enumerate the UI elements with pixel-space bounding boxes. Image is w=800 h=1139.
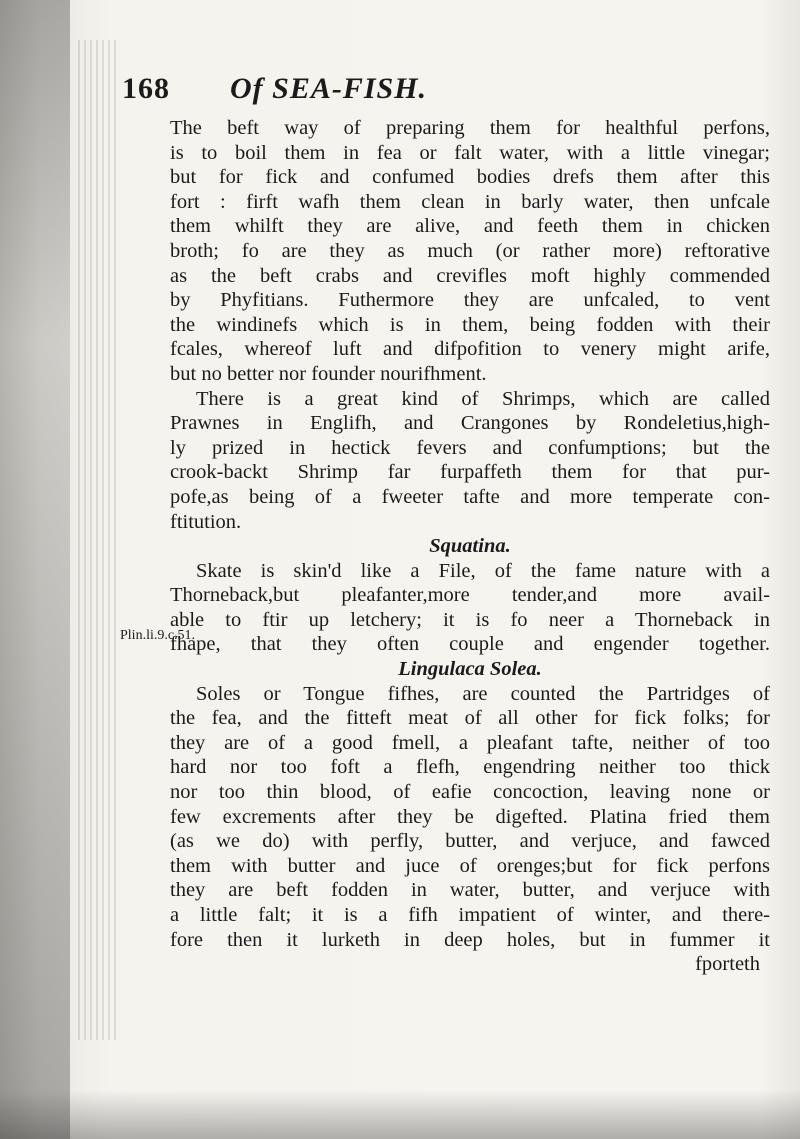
text-line: the windinefs which is in them, being fodden with their [170,313,770,336]
margin-note: Plin.li.9.c.51. [120,628,196,643]
catchword: fporteth [695,953,760,976]
section-heading: Lingulaca Solea. [398,658,542,681]
text-line: the fea, and the fitteft meat of all other for fick folks; for [170,707,770,730]
text-line: Prawnes in Englifh, and Crangones by Rondeletius,high- [170,412,770,435]
text-line: as the beft crabs and crevifles moft highly commended [170,264,770,287]
text-line: them whilft they are alive, and feeth them in chicken [170,215,770,238]
text-line: but for fick and confumed bodies drefs them after this [170,166,770,189]
text-line: few excrements after they be digefted. Platina fried them [170,805,770,828]
text-line: Thorneback,but pleafanter,more tender,and more avail- [170,584,770,607]
text-line: pofe,as being of a fweeter tafte and more temperate con- [170,485,770,508]
text-line: by Phyfitians. Futhermore they are unfcaled, to vent [170,289,770,312]
text-line: they are beft fodden in water, butter, and verjuce with [170,879,770,902]
text-line: There is a great kind of Shrimps, which are called [196,387,770,410]
page-header [122,72,730,108]
text-line: The beft way of preparing them for healthful perfons, [170,117,770,139]
text-line: fcales, whereof luft and difpofition to venery might arife, [170,338,770,361]
text-line: is to boil them in fea or falt water, with a little vinegar; [170,141,770,164]
binding-shadow [0,0,70,1139]
body-text [170,116,770,977]
text-line: but no better nor founder nourifhment. [170,362,487,385]
text-line: ftitution. [170,510,242,533]
text-line: (as we do) with perfly, butter, and verjuce, and fawced [170,830,770,853]
text-line: Soles or Tongue fifhes, are counted the Partridges of [196,682,770,705]
text-line: nor too thin blood, of eafie concoction, leaving none or [170,781,770,804]
text-line: crook-backt Shrimp far furpaffeth them for that pur- [170,461,770,484]
text-line: fore then it lurketh in deep holes, but in fummer it [170,928,770,951]
page-number: 168 [122,72,170,105]
text-line: Skate is skin'd like a File, of the fame nature with a [196,559,770,582]
text-line: them with butter and juce of orenges;but for fick perfons [170,854,770,877]
section-heading: Squatina. [429,535,511,558]
running-title: Of SEA-FISH. [230,72,428,105]
page-bottom-shadow [0,1090,800,1139]
binding-gutter [78,40,118,1040]
text-line: broth; fo are they as much (or rather more) reftorative [170,239,770,262]
text-line: fort : firft wafh them clean in barly water, then unfcale [170,190,770,213]
text-line: able to ftir up letchery; it is fo neer a Thorneback in [170,608,770,631]
text-line: they are of a good fmell, a pleafant tafte, neither of too [170,731,770,754]
text-line: hard nor too foft a flefh, engendring neither too thick [170,756,770,779]
text-line: fhape, that they often couple and engender together. [170,633,770,656]
text-line: a little falt; it is a fifh impatient of winter, and there- [170,904,770,926]
text-line: ly prized in hectick fevers and confumptions; but the [170,436,770,459]
